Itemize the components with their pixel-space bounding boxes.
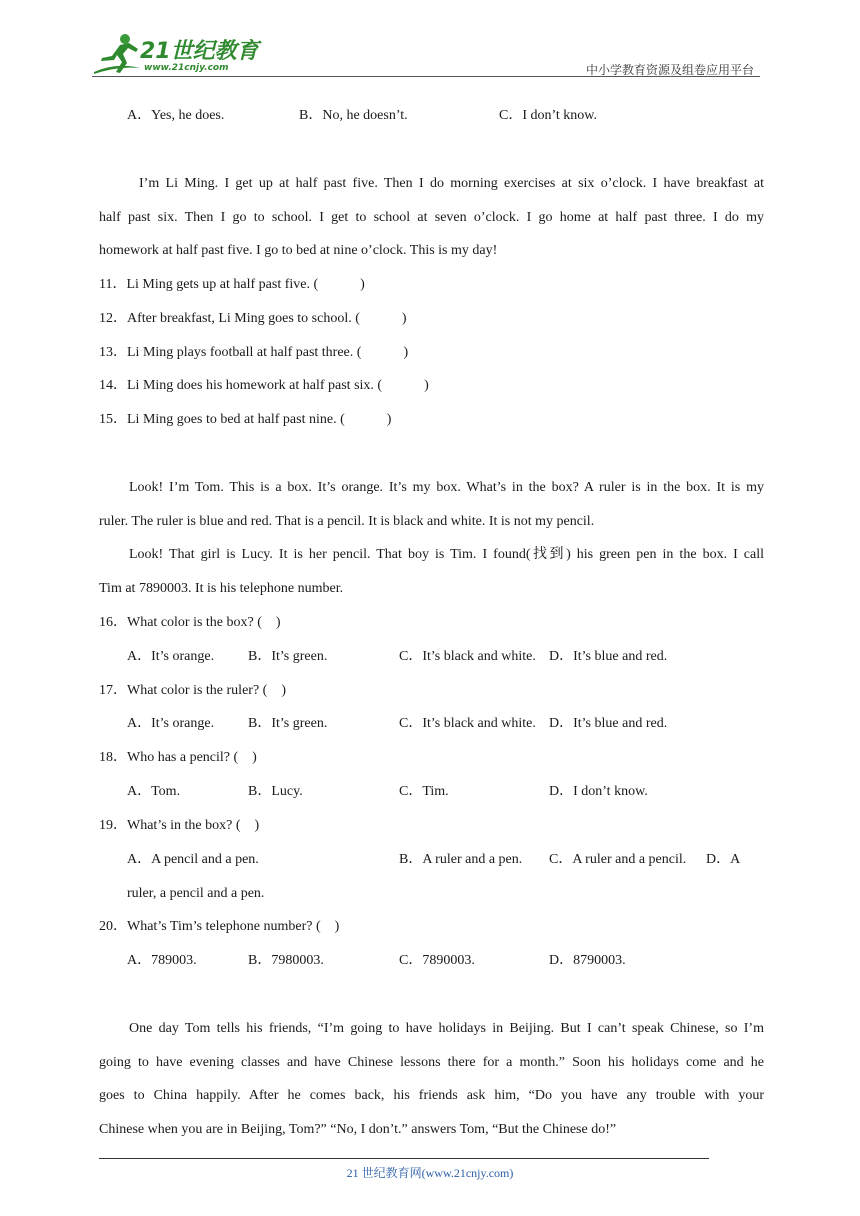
option-b: B．It’s green. — [248, 716, 328, 731]
header-divider — [92, 76, 760, 77]
option-d: D．I don’t know. — [549, 784, 648, 799]
option-a: A．789003. — [127, 953, 197, 968]
runner-logo-icon — [92, 32, 142, 76]
passage-line: Tim at 7890003. It is his telephone number. — [99, 581, 344, 596]
logo-text: 21世纪教育 — [140, 39, 259, 64]
passage-line: homework at half past five. I go to bed at nine o’clock. This is my day! — [99, 243, 498, 258]
question-12: 12．After breakfast, Li Ming goes to school. ( ) — [99, 311, 407, 326]
option-d: D．It’s blue and red. — [549, 649, 668, 664]
option-a: A．A pencil and a pen. — [127, 852, 259, 867]
option-c: C．It’s black and white. — [399, 716, 536, 731]
passage-line: I’m Li Ming. I get up at half past five. Then I do morning exercises at six o’clock. I have breakfast at — [139, 176, 764, 191]
page-header — [92, 28, 760, 78]
question-13: 13．Li Ming plays football at half past three. ( ) — [99, 345, 409, 360]
q10-option-b: B．No, he doesn’t. — [299, 108, 408, 123]
option-c: C．It’s black and white. — [399, 649, 536, 664]
logo-url: www.21cnjy.com — [144, 63, 229, 73]
footer-divider — [99, 1158, 709, 1159]
option-c: C．Tim. — [399, 784, 449, 799]
passage-line: One day Tom tells his friends, “I’m going to have holidays in Beijing. But I can’t speak Chinese, so I’m — [129, 1021, 764, 1036]
option-d: D．A — [706, 852, 741, 867]
question-18: 18．Who has a pencil? ( ) — [99, 750, 257, 765]
option-a: A．It’s orange. — [127, 716, 215, 731]
question-11: 11．Li Ming gets up at half past five. ( ) — [99, 277, 365, 292]
passage-line: half past six. Then I go to school. I get to school at seven o’clock. I go home at half past three. I do my — [99, 210, 764, 225]
option-b: B．It’s green. — [248, 649, 328, 664]
question-20: 20．What’s Tim’s telephone number? ( ) — [99, 919, 340, 934]
option-b: B．A ruler and a pen. — [399, 852, 523, 867]
option-d: D．It’s blue and red. — [549, 716, 668, 731]
question-16: 16．What color is the box? ( ) — [99, 615, 281, 630]
passage-line: goes to China happily. After he comes back, his friends ask him, “Do you have any trouble with your — [99, 1088, 764, 1103]
question-17: 17．What color is the ruler? ( ) — [99, 683, 286, 698]
passage-line: Look! I’m Tom. This is a box. It’s orange. It’s my box. What’s in the box? A ruler is in the box. It is my — [129, 480, 764, 495]
site-logo — [92, 32, 262, 76]
page-footer: 21 世纪教育网(www.21cnjy.com) — [346, 1166, 514, 1180]
question-15: 15．Li Ming goes to bed at half past nine. ( ) — [99, 412, 392, 427]
option-c: C．7890003. — [399, 953, 475, 968]
option-b: B．Lucy. — [248, 784, 303, 799]
option-d: D．8790003. — [549, 953, 626, 968]
q10-option-c: C．I don’t know. — [499, 108, 597, 123]
option-d-continuation: ruler, a pencil and a pen. — [127, 886, 265, 901]
option-a: A．Tom. — [127, 784, 181, 799]
question-14: 14．Li Ming does his homework at half past six. ( ) — [99, 378, 429, 393]
platform-name: 中小学教育资源及组卷应用平台 — [585, 63, 754, 77]
passage-line: ruler. The ruler is blue and red. That is a pencil. It is black and white. It is not my pencil. — [99, 514, 595, 529]
passage-line: Look! That girl is Lucy. It is her pencil. That boy is Tim. I found(找到) his green pen in the box. I call — [129, 547, 764, 562]
q10-option-a: A．Yes, he does. — [127, 108, 225, 123]
option-a: A．It’s orange. — [127, 649, 215, 664]
option-c: C．A ruler and a pencil. — [549, 852, 687, 867]
option-b: B．7980003. — [248, 953, 324, 968]
passage-line: Chinese when you are in Beijing, Tom?” “No, I don’t.” answers Tom, “But the Chinese do!” — [99, 1122, 617, 1137]
passage-line: going to have evening classes and have Chinese lessons there for a month.” Soon his holidays come and he — [99, 1055, 764, 1070]
question-19: 19．What’s in the box? ( ) — [99, 818, 260, 833]
